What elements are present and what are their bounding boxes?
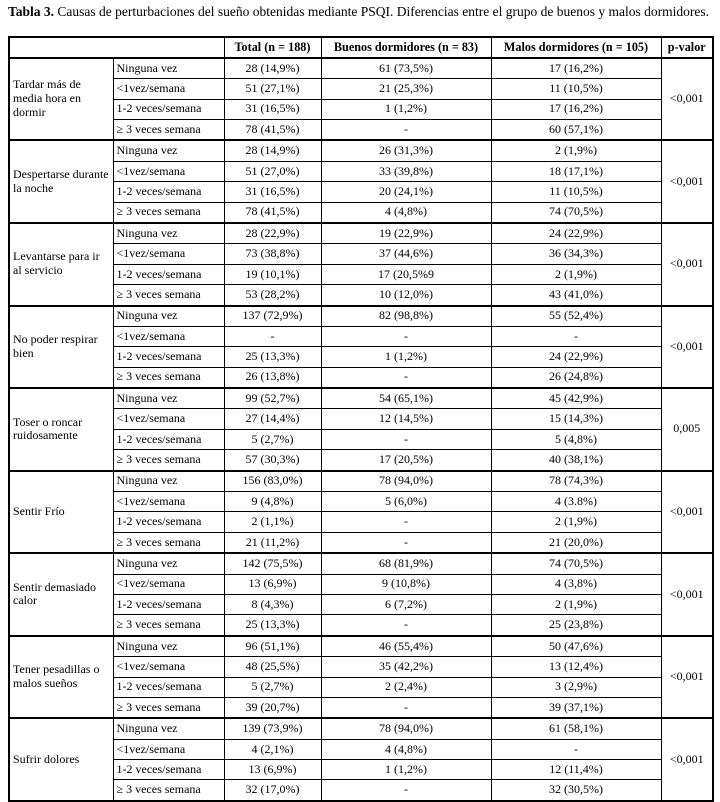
frequency-label-cell: ≥ 3 veces semana [113,697,224,718]
frequency-label-cell: <1vez/semana [113,739,224,759]
buenos-value-cell: 10 (12,0%) [321,285,491,306]
psqi-table [8,36,714,802]
malos-value-cell: 78 (74,3%) [491,471,661,492]
frequency-label-cell: 1-2 veces/semana [113,182,224,202]
total-value-cell: 78 (41,5%) [224,202,321,223]
malos-value-cell: 12 (11,4%) [491,760,661,780]
malos-value-cell: 74 (70,5%) [491,202,661,223]
malos-value-cell: 3 (2,9%) [491,677,661,697]
total-value-cell: 48 (25,5%) [224,657,321,677]
total-value-cell: 8 (4,3%) [224,594,321,614]
frequency-label-cell: Ninguna vez [113,306,224,327]
disturbance-group-label: Tardar más de media hora en dormir [9,58,113,141]
table-body [9,58,713,801]
p-value-cell: <0,001 [661,223,713,306]
total-value-cell: 78 (41,5%) [224,119,321,140]
table-row [9,450,713,471]
malos-value-cell: 36 (34,3%) [491,244,661,264]
table-row [9,492,713,512]
buenos-value-cell: - [321,119,491,140]
table-row [9,574,713,594]
p-value-cell: <0,001 [661,140,713,223]
frequency-label-cell: ≥ 3 veces semana [113,285,224,306]
p-value-cell: <0,001 [661,553,713,636]
table-row [9,615,713,636]
frequency-label-cell: 1-2 veces/semana [113,99,224,119]
buenos-value-cell: - [321,532,491,553]
frequency-label-cell: 1-2 veces/semana [113,594,224,614]
total-value-cell: 96 (51,1%) [224,636,321,657]
p-value-cell: <0,001 [661,636,713,719]
total-value-cell: 5 (2,7%) [224,429,321,449]
malos-value-cell: 17 (16,2%) [491,58,661,79]
table-row [9,58,713,79]
total-value-cell: 31 (16,5%) [224,182,321,202]
table-row [9,244,713,264]
frequency-label-cell: 1-2 veces/semana [113,429,224,449]
malos-value-cell: 2 (1,9%) [491,594,661,614]
malos-value-cell: 2 (1,9%) [491,264,661,284]
table-row [9,512,713,532]
buenos-value-cell: 1 (1,2%) [321,99,491,119]
disturbance-group-label: Despertarse durante la noche [9,140,113,223]
frequency-label-cell: <1vez/semana [113,657,224,677]
buenos-value-cell: 2 (2,4%) [321,677,491,697]
total-value-cell: 73 (38,8%) [224,244,321,264]
buenos-value-cell: 82 (98,8%) [321,306,491,327]
header-total: Total (n = 188) [224,37,321,58]
buenos-value-cell: - [321,615,491,636]
buenos-value-cell: 4 (4,8%) [321,739,491,759]
frequency-label-cell: ≥ 3 veces semana [113,780,224,801]
malos-value-cell: 40 (38,1%) [491,450,661,471]
malos-value-cell: 18 (17,1%) [491,161,661,181]
frequency-label-cell: ≥ 3 veces semana [113,532,224,553]
table-row [9,326,713,346]
frequency-label-cell: 1-2 veces/semana [113,677,224,697]
table-row [9,119,713,140]
frequency-label-cell: ≥ 3 veces semana [113,367,224,388]
total-value-cell: - [224,326,321,346]
total-value-cell: 51 (27,0%) [224,161,321,181]
buenos-value-cell: 37 (44,6%) [321,244,491,264]
malos-value-cell: 21 (20,0%) [491,532,661,553]
total-value-cell: 39 (20,7%) [224,697,321,718]
frequency-label-cell: ≥ 3 veces semana [113,450,224,471]
header-row [9,37,713,58]
malos-value-cell: 15 (14,3%) [491,409,661,429]
p-value-cell: <0,001 [661,718,713,801]
frequency-label-cell: ≥ 3 veces semana [113,119,224,140]
frequency-label-cell: <1vez/semana [113,492,224,512]
p-value-cell: <0,001 [661,58,713,141]
table-row [9,409,713,429]
table-row [9,657,713,677]
malos-value-cell: 24 (22,9%) [491,347,661,367]
malos-value-cell: 61 (58,1%) [491,718,661,739]
table-row [9,140,713,161]
malos-value-cell: 24 (22,9%) [491,223,661,244]
table-row [9,636,713,657]
p-value-cell: <0,001 [661,471,713,554]
total-value-cell: 53 (28,2%) [224,285,321,306]
malos-value-cell: 4 (3.8%) [491,492,661,512]
total-value-cell: 137 (72,9%) [224,306,321,327]
total-value-cell: 26 (13,8%) [224,367,321,388]
buenos-value-cell: 1 (1,2%) [321,347,491,367]
total-value-cell: 21 (11,2%) [224,532,321,553]
buenos-value-cell: 6 (7,2%) [321,594,491,614]
table-row [9,79,713,99]
p-value-cell: <0,001 [661,306,713,389]
total-value-cell: 27 (14,4%) [224,409,321,429]
buenos-value-cell: 21 (25,3%) [321,79,491,99]
table-row [9,718,713,739]
table-row [9,388,713,409]
frequency-label-cell: ≥ 3 veces semana [113,615,224,636]
malos-value-cell: 45 (42,9%) [491,388,661,409]
buenos-value-cell: - [321,697,491,718]
table-row [9,264,713,284]
table-header [9,37,713,58]
total-value-cell: 25 (13,3%) [224,615,321,636]
frequency-label-cell: <1vez/semana [113,79,224,99]
malos-value-cell: 5 (4,8%) [491,429,661,449]
disturbance-group-label: Sentir demasiado calor [9,553,113,636]
malos-value-cell: 25 (23,8%) [491,615,661,636]
disturbance-group-label: Toser o roncar ruidosamente [9,388,113,471]
frequency-label-cell: <1vez/semana [113,161,224,181]
frequency-label-cell: <1vez/semana [113,244,224,264]
buenos-value-cell: 61 (73,5%) [321,58,491,79]
frequency-label-cell: Ninguna vez [113,223,224,244]
total-value-cell: 28 (14,9%) [224,58,321,79]
header-empty-cell [9,37,224,58]
disturbance-group-label: Sufrir dolores [9,718,113,801]
frequency-label-cell: <1vez/semana [113,409,224,429]
header-p-valor: p-valor [661,37,713,58]
total-value-cell: 28 (22,9%) [224,223,321,244]
p-value-cell: 0,005 [661,388,713,471]
table-row [9,553,713,574]
buenos-value-cell: - [321,512,491,532]
table-row [9,99,713,119]
table-row [9,285,713,306]
total-value-cell: 31 (16,5%) [224,99,321,119]
frequency-label-cell: Ninguna vez [113,140,224,161]
malos-value-cell: 2 (1,9%) [491,512,661,532]
total-value-cell: 57 (30,3%) [224,450,321,471]
frequency-label-cell: 1-2 veces/semana [113,512,224,532]
total-value-cell: 2 (1,1%) [224,512,321,532]
malos-value-cell: 11 (10,5%) [491,79,661,99]
disturbance-group-label: Levantarse para ir al servicio [9,223,113,306]
total-value-cell: 25 (13,3%) [224,347,321,367]
buenos-value-cell: 54 (65,1%) [321,388,491,409]
buenos-value-cell: 17 (20,5%) [321,450,491,471]
total-value-cell: 4 (2,1%) [224,739,321,759]
buenos-value-cell: 19 (22,9%) [321,223,491,244]
table-row [9,532,713,553]
frequency-label-cell: Ninguna vez [113,718,224,739]
total-value-cell: 32 (17,0%) [224,780,321,801]
buenos-value-cell: 46 (55,4%) [321,636,491,657]
buenos-value-cell: - [321,780,491,801]
malos-value-cell: 55 (52,4%) [491,306,661,327]
table-row [9,161,713,181]
table-row [9,182,713,202]
buenos-value-cell: 78 (94,0%) [321,471,491,492]
total-value-cell: 142 (75,5%) [224,553,321,574]
total-value-cell: 99 (52,7%) [224,388,321,409]
buenos-value-cell: 1 (1,2%) [321,760,491,780]
malos-value-cell: 13 (12,4%) [491,657,661,677]
disturbance-group-label: No poder respirar bien [9,306,113,389]
total-value-cell: 13 (6,9%) [224,760,321,780]
buenos-value-cell: 4 (4,8%) [321,202,491,223]
total-value-cell: 5 (2,7%) [224,677,321,697]
frequency-label-cell: 1-2 veces/semana [113,347,224,367]
total-value-cell: 13 (6,9%) [224,574,321,594]
table-row [9,306,713,327]
frequency-label-cell: 1-2 veces/semana [113,264,224,284]
total-value-cell: 19 (10,1%) [224,264,321,284]
frequency-label-cell: Ninguna vez [113,636,224,657]
malos-value-cell: 4 (3,8%) [491,574,661,594]
malos-value-cell: - [491,739,661,759]
malos-value-cell: 74 (70,5%) [491,553,661,574]
buenos-value-cell: 12 (14,5%) [321,409,491,429]
table-row [9,202,713,223]
disturbance-group-label: Sentir Frío [9,471,113,554]
buenos-value-cell: 78 (94,0%) [321,718,491,739]
table-row [9,697,713,718]
buenos-value-cell: 20 (24,1%) [321,182,491,202]
malos-value-cell: 32 (30,5%) [491,780,661,801]
total-value-cell: 9 (4,8%) [224,492,321,512]
table-row [9,347,713,367]
malos-value-cell: 50 (47,6%) [491,636,661,657]
buenos-value-cell: - [321,326,491,346]
frequency-label-cell: 1-2 veces/semana [113,760,224,780]
frequency-label-cell: Ninguna vez [113,553,224,574]
malos-value-cell: 2 (1,9%) [491,140,661,161]
frequency-label-cell: <1vez/semana [113,326,224,346]
frequency-label-cell: <1vez/semana [113,574,224,594]
malos-value-cell: 11 (10,5%) [491,182,661,202]
table-caption-text: Causas de perturbaciones del sueño obtenidas mediante PSQI. Diferencias entre el grupo de buenos y malos dormidores. [54,4,709,19]
table-row [9,471,713,492]
table-row [9,677,713,697]
buenos-value-cell: 9 (10,8%) [321,574,491,594]
table-row [9,429,713,449]
frequency-label-cell: Ninguna vez [113,58,224,79]
header-malos-dormidores: Malos dormidores (n = 105) [491,37,661,58]
table-row [9,739,713,759]
malos-value-cell: 60 (57,1%) [491,119,661,140]
buenos-value-cell: 26 (31,3%) [321,140,491,161]
table-row [9,760,713,780]
malos-value-cell: 26 (24,8%) [491,367,661,388]
buenos-value-cell: 5 (6,0%) [321,492,491,512]
buenos-value-cell: 68 (81,9%) [321,553,491,574]
table-row [9,780,713,801]
buenos-value-cell: 35 (42,2%) [321,657,491,677]
table-caption-label: Tabla 3. [8,4,55,19]
table-row [9,223,713,244]
header-buenos-dormidores: Buenos dormidores (n = 83) [321,37,491,58]
table-row [9,367,713,388]
frequency-label-cell: Ninguna vez [113,388,224,409]
buenos-value-cell: 33 (39,8%) [321,161,491,181]
total-value-cell: 139 (73,9%) [224,718,321,739]
frequency-label-cell: Ninguna vez [113,471,224,492]
buenos-value-cell: 17 (20,5%9 [321,264,491,284]
buenos-value-cell: - [321,367,491,388]
total-value-cell: 51 (27,1%) [224,79,321,99]
disturbance-group-label: Tener pesadillas o malos sueños [9,636,113,719]
frequency-label-cell: ≥ 3 veces semana [113,202,224,223]
table-row [9,594,713,614]
table-caption [8,3,712,21]
malos-value-cell: 39 (37,1%) [491,697,661,718]
malos-value-cell: 43 (41,0%) [491,285,661,306]
total-value-cell: 156 (83,0%) [224,471,321,492]
malos-value-cell: 17 (16,2%) [491,99,661,119]
malos-value-cell: - [491,326,661,346]
buenos-value-cell: - [321,429,491,449]
total-value-cell: 28 (14,9%) [224,140,321,161]
